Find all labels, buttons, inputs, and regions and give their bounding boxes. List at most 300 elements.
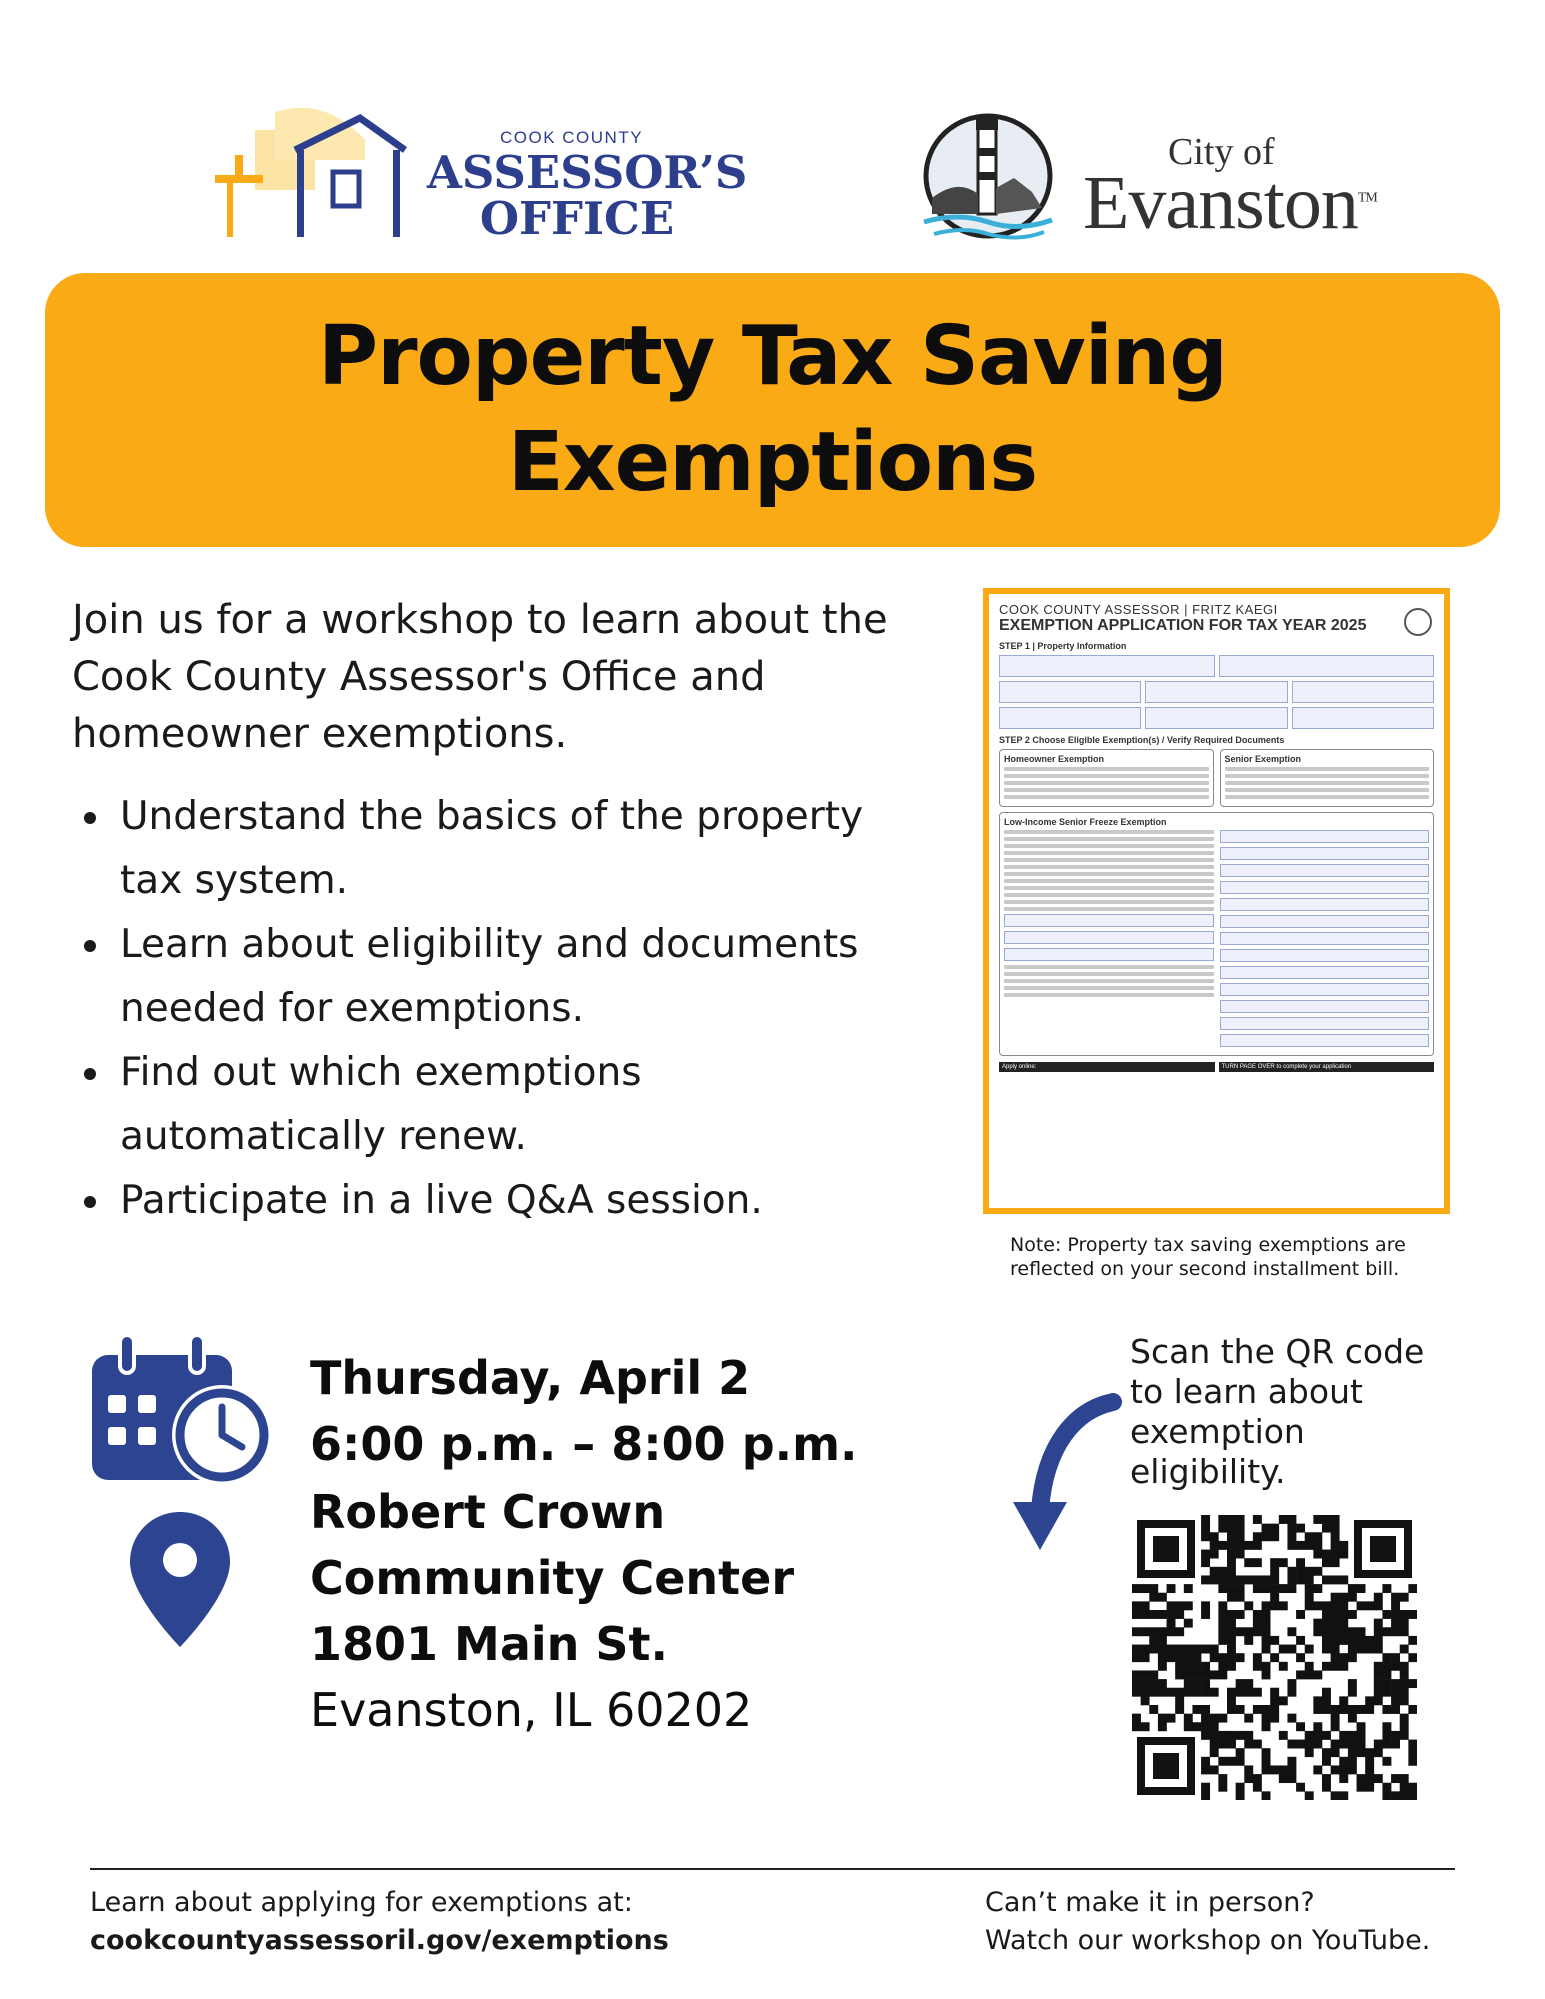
qr-module xyxy=(1365,1765,1374,1774)
qr-module xyxy=(1391,1740,1400,1749)
qr-module xyxy=(1296,1740,1305,1749)
form-preview-panel-title: Low-Income Senior Freeze Exemption xyxy=(1004,817,1167,827)
qr-module xyxy=(1262,1610,1271,1619)
qr-module xyxy=(1201,1575,1210,1584)
qr-module xyxy=(1296,1567,1305,1576)
event-city: Evanston, IL 60202 xyxy=(310,1683,753,1737)
qr-module xyxy=(1210,1645,1219,1654)
qr-module xyxy=(1382,1662,1391,1671)
qr-module xyxy=(1236,1541,1245,1550)
qr-module xyxy=(1253,1705,1262,1714)
qr-module xyxy=(1167,1610,1176,1619)
qr-module xyxy=(1382,1627,1391,1636)
qr-module xyxy=(1262,1662,1271,1671)
qr-module xyxy=(1227,1567,1236,1576)
form-preview-line xyxy=(1004,972,1214,976)
qr-module xyxy=(1210,1748,1219,1757)
qr-module xyxy=(1141,1610,1150,1619)
qr-module xyxy=(1262,1627,1271,1636)
qr-module xyxy=(1227,1627,1236,1636)
list-item: Understand the basics of the property tax system. xyxy=(72,785,912,913)
qr-module xyxy=(1313,1584,1322,1593)
qr-module xyxy=(1400,1774,1409,1783)
list-item: Find out which exemptions automatically renew. xyxy=(72,1041,912,1169)
qr-module xyxy=(1348,1627,1357,1636)
qr-module xyxy=(1184,1722,1193,1731)
qr-module xyxy=(1218,1567,1227,1576)
qr-module xyxy=(1218,1774,1227,1783)
qr-module xyxy=(1270,1688,1279,1697)
qr-module xyxy=(1374,1593,1383,1602)
qr-module xyxy=(1374,1679,1383,1688)
qr-module xyxy=(1218,1636,1227,1645)
footer-right xyxy=(985,1884,1430,1960)
qr-module xyxy=(1218,1714,1227,1723)
qr-module xyxy=(1339,1740,1348,1749)
event-location xyxy=(310,1479,858,1743)
qr-module xyxy=(1382,1679,1391,1688)
qr-module xyxy=(1322,1524,1331,1533)
qr-module xyxy=(1158,1636,1167,1645)
qr-module xyxy=(1287,1515,1296,1524)
qr-module xyxy=(1210,1541,1219,1550)
form-preview-panel-title: Senior Exemption xyxy=(1224,754,1302,764)
qr-module xyxy=(1236,1627,1245,1636)
qr-module xyxy=(1400,1662,1409,1671)
qr-module xyxy=(1175,1653,1184,1662)
form-preview-box xyxy=(1220,847,1430,860)
qr-module xyxy=(1244,1688,1253,1697)
qr-module xyxy=(1132,1645,1141,1654)
qr-module xyxy=(1287,1679,1296,1688)
qr-module xyxy=(1348,1740,1357,1749)
form-preview-field xyxy=(999,707,1141,729)
qr-module xyxy=(1287,1524,1296,1533)
qr-module xyxy=(1184,1645,1193,1654)
curved-arrow-icon xyxy=(1005,1390,1125,1560)
qr-module xyxy=(1218,1670,1227,1679)
qr-module xyxy=(1167,1619,1176,1628)
qr-module xyxy=(1331,1636,1340,1645)
footer-left-text: Learn about applying for exemptions at: xyxy=(90,1887,633,1918)
qr-module xyxy=(1201,1670,1210,1679)
qr-module xyxy=(1382,1791,1391,1800)
qr-module xyxy=(1339,1757,1348,1766)
qr-module xyxy=(1210,1653,1219,1662)
qr-module xyxy=(1365,1636,1374,1645)
qr-module xyxy=(1236,1524,1245,1533)
qr-module xyxy=(1408,1740,1417,1749)
qr-module xyxy=(1365,1774,1374,1783)
qr-module xyxy=(1382,1688,1391,1697)
qr-module xyxy=(1322,1645,1331,1654)
qr-module xyxy=(1408,1705,1417,1714)
qr-module xyxy=(1287,1567,1296,1576)
qr-module xyxy=(1279,1558,1288,1567)
qr-module xyxy=(1348,1714,1357,1723)
qr-module xyxy=(1262,1765,1271,1774)
qr-module xyxy=(1391,1731,1400,1740)
form-preview-line xyxy=(1004,893,1214,897)
qr-module xyxy=(1313,1722,1322,1731)
qr-module xyxy=(1305,1670,1314,1679)
qr-module xyxy=(1400,1722,1409,1731)
qr-module xyxy=(1287,1532,1296,1541)
qr-module xyxy=(1382,1653,1391,1662)
qr-module xyxy=(1331,1627,1340,1636)
qr-module xyxy=(1374,1696,1383,1705)
qr-module xyxy=(1400,1679,1409,1688)
qr-module xyxy=(1331,1791,1340,1800)
qr-module xyxy=(1400,1731,1409,1740)
qr-module xyxy=(1391,1627,1400,1636)
qr-module xyxy=(1253,1541,1262,1550)
event-time: 6:00 p.m. – 8:00 p.m. xyxy=(310,1417,858,1471)
qr-module xyxy=(1201,1765,1210,1774)
form-preview-line xyxy=(1004,774,1209,778)
qr-module xyxy=(1348,1584,1357,1593)
qr-module xyxy=(1253,1653,1262,1662)
qr-module xyxy=(1262,1636,1271,1645)
qr-module xyxy=(1331,1714,1340,1723)
qr-module xyxy=(1149,1679,1158,1688)
qr-module xyxy=(1322,1748,1331,1757)
qr-module xyxy=(1132,1653,1141,1662)
qr-module xyxy=(1357,1584,1366,1593)
qr-module xyxy=(1400,1783,1409,1792)
qr-module xyxy=(1357,1705,1366,1714)
qr-module xyxy=(1365,1696,1374,1705)
form-preview-field xyxy=(1145,681,1287,703)
qr-module xyxy=(1227,1645,1236,1654)
seal-icon xyxy=(1404,608,1432,636)
qr-module xyxy=(1400,1670,1409,1679)
qr-module xyxy=(1339,1705,1348,1714)
qr-module xyxy=(1322,1662,1331,1671)
qr-module xyxy=(1279,1601,1288,1610)
qr-module xyxy=(1296,1722,1305,1731)
form-preview-line xyxy=(1004,844,1214,848)
form-preview-line xyxy=(1004,872,1214,876)
qr-module xyxy=(1227,1593,1236,1602)
qr-module xyxy=(1236,1748,1245,1757)
event-street: 1801 Main St. xyxy=(310,1617,668,1671)
qr-module xyxy=(1201,1731,1210,1740)
qr-module xyxy=(1244,1601,1253,1610)
qr-module xyxy=(1175,1705,1184,1714)
qr-module xyxy=(1305,1731,1314,1740)
qr-module xyxy=(1227,1610,1236,1619)
qr-module xyxy=(1158,1593,1167,1602)
form-preview-line xyxy=(1004,886,1214,890)
qr-module xyxy=(1357,1748,1366,1757)
form-preview-line xyxy=(1004,858,1214,862)
qr-module xyxy=(1149,1627,1158,1636)
qr-module xyxy=(1141,1584,1150,1593)
form-preview-box xyxy=(1220,983,1430,996)
qr-module xyxy=(1322,1731,1331,1740)
qr-module xyxy=(1296,1610,1305,1619)
form-preview-freeze-panel xyxy=(999,812,1434,1056)
qr-module xyxy=(1167,1714,1176,1723)
qr-module xyxy=(1141,1696,1150,1705)
form-preview-line xyxy=(1004,907,1214,911)
form-preview-senior-panel xyxy=(1220,749,1435,807)
form-preview-field xyxy=(1219,655,1435,677)
qr-module xyxy=(1374,1662,1383,1671)
qr-module xyxy=(1391,1679,1400,1688)
qr-module xyxy=(1236,1653,1245,1662)
qr-module xyxy=(1382,1731,1391,1740)
qr-module xyxy=(1227,1532,1236,1541)
qr-module xyxy=(1331,1532,1340,1541)
qr-module xyxy=(1218,1541,1227,1550)
qr-module xyxy=(1270,1601,1279,1610)
qr-module xyxy=(1331,1619,1340,1628)
qr-module xyxy=(1262,1757,1271,1766)
qr-module xyxy=(1305,1601,1314,1610)
qr-module xyxy=(1391,1601,1400,1610)
qr-module xyxy=(1218,1653,1227,1662)
qr-module xyxy=(1313,1532,1322,1541)
qr-module xyxy=(1357,1645,1366,1654)
qr-module xyxy=(1322,1575,1331,1584)
qr-module xyxy=(1192,1705,1201,1714)
qr-module xyxy=(1382,1757,1391,1766)
qr-module xyxy=(1408,1679,1417,1688)
qr-module xyxy=(1132,1601,1141,1610)
qr-module xyxy=(1339,1601,1348,1610)
footer-left xyxy=(90,1884,669,1960)
footer-right-line1: Can’t make it in person? xyxy=(985,1887,1315,1918)
qr-module xyxy=(1253,1610,1262,1619)
qr-module xyxy=(1244,1731,1253,1740)
form-preview-box xyxy=(1220,830,1430,843)
qr-module xyxy=(1391,1688,1400,1697)
qr-module xyxy=(1201,1550,1210,1559)
form-preview-step2: STEP 2 Choose Eligible Exemption(s) / Verify Required Documents xyxy=(999,735,1285,745)
qr-module xyxy=(1262,1619,1271,1628)
qr-module xyxy=(1253,1558,1262,1567)
qr-module xyxy=(1201,1783,1210,1792)
exemptions-url-link[interactable]: cookcountyassessoril.gov/exemptions xyxy=(90,1925,669,1956)
qr-module xyxy=(1348,1731,1357,1740)
qr-module xyxy=(1270,1584,1279,1593)
qr-module xyxy=(1236,1783,1245,1792)
form-preview-homeowner-panel xyxy=(999,749,1214,807)
qr-module xyxy=(1339,1696,1348,1705)
form-preview-box xyxy=(1220,1017,1430,1030)
qr-module xyxy=(1270,1593,1279,1602)
form-preview-line xyxy=(1225,781,1430,785)
form-preview-line xyxy=(1004,830,1214,834)
qr-module xyxy=(1305,1575,1314,1584)
qr-module xyxy=(1253,1575,1262,1584)
evanston-logo-city-of: City of xyxy=(1168,131,1275,173)
assessor-logo-line1: ASSESSOR’S xyxy=(427,146,748,199)
qr-module xyxy=(1305,1645,1314,1654)
qr-module xyxy=(1322,1636,1331,1645)
qr-module xyxy=(1339,1731,1348,1740)
qr-module xyxy=(1400,1593,1409,1602)
qr-module xyxy=(1149,1610,1158,1619)
qr-module xyxy=(1279,1662,1288,1671)
qr-module xyxy=(1348,1765,1357,1774)
qr-module xyxy=(1132,1670,1141,1679)
qr-module xyxy=(1227,1653,1236,1662)
qr-module xyxy=(1192,1653,1201,1662)
qr-module xyxy=(1313,1550,1322,1559)
form-preview-line xyxy=(1004,767,1209,771)
qr-module xyxy=(1244,1765,1253,1774)
qr-module xyxy=(1253,1532,1262,1541)
qr-module xyxy=(1270,1653,1279,1662)
qr-module xyxy=(1132,1688,1141,1697)
qr-module xyxy=(1149,1645,1158,1654)
qr-code-icon[interactable] xyxy=(1132,1515,1417,1800)
qr-module xyxy=(1391,1696,1400,1705)
qr-module xyxy=(1227,1619,1236,1628)
qr-module xyxy=(1236,1791,1245,1800)
qr-module xyxy=(1227,1662,1236,1671)
qr-module xyxy=(1192,1645,1201,1654)
qr-module xyxy=(1236,1593,1245,1602)
qr-module xyxy=(1357,1601,1366,1610)
qr-module xyxy=(1184,1714,1193,1723)
form-preview-row xyxy=(999,707,1434,729)
qr-module xyxy=(1236,1575,1245,1584)
youtube-workshop-link[interactable]: Watch our workshop on YouTube. xyxy=(985,1925,1431,1956)
qr-module xyxy=(1227,1575,1236,1584)
qr-module xyxy=(1218,1757,1227,1766)
qr-module xyxy=(1262,1714,1271,1723)
qr-module xyxy=(1391,1653,1400,1662)
qr-module xyxy=(1331,1558,1340,1567)
qr-module xyxy=(1227,1757,1236,1766)
qr-module xyxy=(1167,1627,1176,1636)
qr-module xyxy=(1184,1584,1193,1593)
form-preview-line xyxy=(1004,965,1214,969)
qr-module xyxy=(1236,1757,1245,1766)
qr-module xyxy=(1253,1740,1262,1749)
qr-module xyxy=(1374,1645,1383,1654)
qr-module xyxy=(1227,1705,1236,1714)
form-preview-box xyxy=(1220,966,1430,979)
qr-module xyxy=(1391,1593,1400,1602)
form-preview-row xyxy=(999,655,1434,677)
event-details xyxy=(310,1345,858,1743)
qr-module xyxy=(1331,1662,1340,1671)
qr-module xyxy=(1287,1714,1296,1723)
qr-module xyxy=(1374,1748,1383,1757)
qr-module xyxy=(1348,1748,1357,1757)
qr-module xyxy=(1262,1575,1271,1584)
qr-module xyxy=(1287,1774,1296,1783)
qr-module xyxy=(1400,1610,1409,1619)
qr-module xyxy=(1296,1670,1305,1679)
qr-module xyxy=(1262,1645,1271,1654)
form-preview-line xyxy=(1004,900,1214,904)
qr-module xyxy=(1331,1722,1340,1731)
qr-module xyxy=(1175,1688,1184,1697)
qr-module xyxy=(1192,1722,1201,1731)
form-preview-line xyxy=(1225,767,1430,771)
qr-module xyxy=(1348,1610,1357,1619)
qr-module xyxy=(1408,1757,1417,1766)
qr-module xyxy=(1236,1705,1245,1714)
qr-module xyxy=(1339,1541,1348,1550)
qr-module xyxy=(1141,1679,1150,1688)
qr-module xyxy=(1175,1696,1184,1705)
evanston-logo-name xyxy=(1083,160,1377,247)
qr-module xyxy=(1279,1645,1288,1654)
lighthouse-icon xyxy=(918,108,1068,248)
qr-module xyxy=(1357,1731,1366,1740)
qr-module xyxy=(1339,1627,1348,1636)
qr-module xyxy=(1201,1532,1210,1541)
qr-module xyxy=(1365,1783,1374,1792)
qr-module xyxy=(1184,1653,1193,1662)
form-preview-box xyxy=(1220,932,1430,945)
qr-module xyxy=(1132,1679,1141,1688)
qr-module xyxy=(1331,1550,1340,1559)
qr-module xyxy=(1408,1636,1417,1645)
form-preview-line xyxy=(1004,851,1214,855)
trademark-mark: TM xyxy=(1357,190,1377,206)
qr-module xyxy=(1210,1688,1219,1697)
qr-module xyxy=(1218,1610,1227,1619)
qr-module xyxy=(1132,1584,1141,1593)
qr-module xyxy=(1408,1791,1417,1800)
qr-module xyxy=(1331,1765,1340,1774)
qr-module xyxy=(1331,1653,1340,1662)
qr-module xyxy=(1158,1645,1167,1654)
qr-module xyxy=(1218,1601,1227,1610)
qr-module xyxy=(1158,1627,1167,1636)
qr-module xyxy=(1244,1714,1253,1723)
qr-module xyxy=(1296,1524,1305,1533)
qr-module xyxy=(1270,1714,1279,1723)
form-preview-line xyxy=(1004,879,1214,883)
qr-module xyxy=(1167,1645,1176,1654)
qr-module xyxy=(1400,1696,1409,1705)
form-preview-step1: STEP 1 | Property Information xyxy=(999,641,1127,651)
qr-module xyxy=(1218,1619,1227,1628)
qr-module xyxy=(1348,1593,1357,1602)
qr-module xyxy=(1167,1688,1176,1697)
qr-module xyxy=(1313,1515,1322,1524)
form-preview-line xyxy=(1004,788,1209,792)
qr-module xyxy=(1158,1688,1167,1697)
qr-module xyxy=(1175,1610,1184,1619)
qr-module xyxy=(1253,1662,1262,1671)
qr-module xyxy=(1270,1575,1279,1584)
qr-module xyxy=(1218,1584,1227,1593)
form-preview-box xyxy=(1220,864,1430,877)
qr-module xyxy=(1175,1662,1184,1671)
qr-module xyxy=(1331,1541,1340,1550)
qr-module xyxy=(1400,1627,1409,1636)
qr-module xyxy=(1339,1774,1348,1783)
qr-module xyxy=(1227,1550,1236,1559)
qr-module xyxy=(1322,1619,1331,1628)
qr-module xyxy=(1322,1610,1331,1619)
qr-module xyxy=(1357,1774,1366,1783)
qr-module xyxy=(1262,1524,1271,1533)
qr-module xyxy=(1184,1662,1193,1671)
qr-module xyxy=(1167,1601,1176,1610)
qr-module xyxy=(1270,1558,1279,1567)
